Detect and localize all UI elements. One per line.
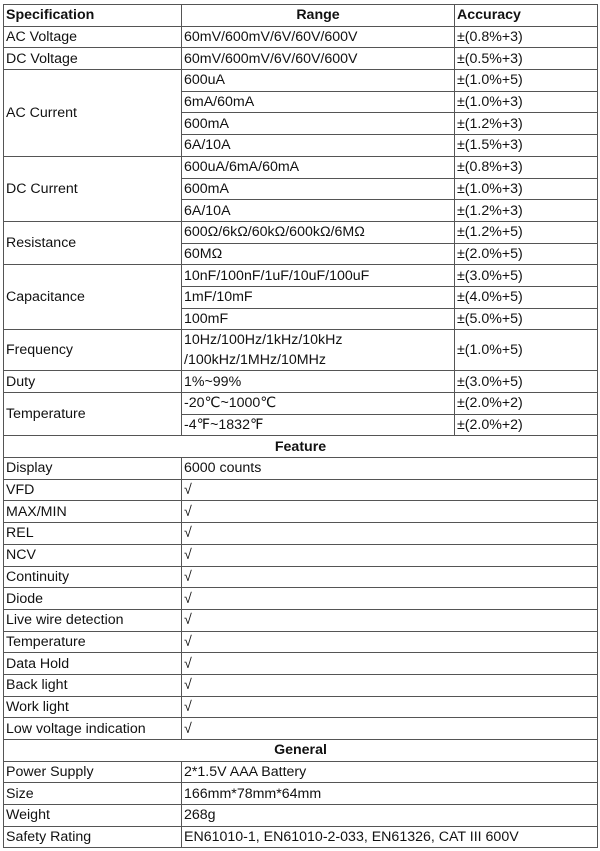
spec-row <box>4 330 598 371</box>
feature-row <box>4 501 598 523</box>
feature-value: √ <box>182 631 598 653</box>
spec-accuracy: ±(1.0%+5) <box>455 330 598 371</box>
spec-row <box>4 26 598 48</box>
spec-name: Duty <box>4 371 182 393</box>
spec-row <box>4 371 598 393</box>
feature-row <box>4 588 598 610</box>
feature-name: Low voltage indication <box>4 718 182 740</box>
feature-value: √ <box>182 544 598 566</box>
feature-name: REL <box>4 523 182 545</box>
spec-range: -20℃~1000℃ <box>182 393 455 415</box>
spec-range: 60mV/600mV/6V/60V/600V <box>182 48 455 70</box>
general-value: 268g <box>182 805 598 827</box>
feature-name: Live wire detection <box>4 609 182 631</box>
feature-row <box>4 609 598 631</box>
feature-row <box>4 718 598 740</box>
spec-accuracy: ±(3.0%+5) <box>455 371 598 393</box>
header-range: Range <box>182 5 455 27</box>
spec-table-body <box>4 5 598 848</box>
feature-name: Work light <box>4 696 182 718</box>
feature-name: Continuity <box>4 566 182 588</box>
general-row <box>4 805 598 827</box>
spec-name: Resistance <box>4 221 182 264</box>
feature-title-row <box>4 436 598 458</box>
spec-accuracy: ±(2.0%+2) <box>455 393 598 415</box>
spec-accuracy: ±(0.8%+3) <box>455 26 598 48</box>
feature-value: √ <box>182 588 598 610</box>
header-specification: Specification <box>4 5 182 27</box>
feature-name: Diode <box>4 588 182 610</box>
feature-value: √ <box>182 674 598 696</box>
feature-value: √ <box>182 609 598 631</box>
feature-row <box>4 523 598 545</box>
spec-accuracy: ±(3.0%+5) <box>455 265 598 287</box>
spec-name: DC Current <box>4 156 182 221</box>
spec-table <box>3 4 598 848</box>
feature-row <box>4 674 598 696</box>
feature-row <box>4 458 598 480</box>
spec-accuracy: ±(1.2%+3) <box>455 113 598 135</box>
feature-name: VFD <box>4 479 182 501</box>
general-name: Power Supply <box>4 761 182 783</box>
general-row <box>4 783 598 805</box>
spec-name: DC Voltage <box>4 48 182 70</box>
spec-accuracy: ±(2.0%+2) <box>455 414 598 436</box>
feature-row <box>4 566 598 588</box>
spec-accuracy: ±(1.0%+3) <box>455 91 598 113</box>
spec-row <box>4 221 598 243</box>
feature-value: 6000 counts <box>182 458 598 480</box>
spec-accuracy: ±(1.2%+5) <box>455 221 598 243</box>
feature-name: Display <box>4 458 182 480</box>
general-title: General <box>4 740 598 762</box>
spec-row <box>4 393 598 415</box>
general-value: 166mm*78mm*64mm <box>182 783 598 805</box>
spec-accuracy: ±(0.8%+3) <box>455 156 598 178</box>
feature-value: √ <box>182 718 598 740</box>
spec-range: 600mA <box>182 178 455 200</box>
spec-accuracy: ±(2.0%+5) <box>455 243 598 265</box>
spec-accuracy: ±(1.0%+5) <box>455 70 598 92</box>
feature-row <box>4 479 598 501</box>
spec-accuracy: ±(1.5%+3) <box>455 135 598 157</box>
spec-range: 6A/10A <box>182 200 455 222</box>
spec-name: Capacitance <box>4 265 182 330</box>
spec-range: 1%~99% <box>182 371 455 393</box>
general-row <box>4 826 598 848</box>
spec-accuracy: ±(1.0%+3) <box>455 178 598 200</box>
spec-accuracy: ±(4.0%+5) <box>455 286 598 308</box>
feature-value: √ <box>182 479 598 501</box>
spec-row <box>4 156 598 178</box>
general-name: Weight <box>4 805 182 827</box>
general-name: Safety Rating <box>4 826 182 848</box>
feature-row <box>4 653 598 675</box>
spec-range: 1mF/10mF <box>182 286 455 308</box>
spec-range: 6A/10A <box>182 135 455 157</box>
feature-name: Back light <box>4 674 182 696</box>
feature-name: Data Hold <box>4 653 182 675</box>
feature-row <box>4 696 598 718</box>
feature-value: √ <box>182 566 598 588</box>
spec-row <box>4 48 598 70</box>
spec-name: AC Current <box>4 70 182 157</box>
feature-name: MAX/MIN <box>4 501 182 523</box>
spec-range: 600uA/6mA/60mA <box>182 156 455 178</box>
spec-range: 600uA <box>182 70 455 92</box>
feature-name: Temperature <box>4 631 182 653</box>
spec-range: 100mF <box>182 308 455 330</box>
feature-row <box>4 544 598 566</box>
general-title-row <box>4 740 598 762</box>
spec-range: 60mV/600mV/6V/60V/600V <box>182 26 455 48</box>
feature-value: √ <box>182 696 598 718</box>
feature-row <box>4 631 598 653</box>
spec-accuracy: ±(0.5%+3) <box>455 48 598 70</box>
feature-title: Feature <box>4 436 598 458</box>
spec-range: -4℉~1832℉ <box>182 414 455 436</box>
header-accuracy: Accuracy <box>455 5 598 27</box>
spec-range: 600Ω/6kΩ/60kΩ/600kΩ/6MΩ <box>182 221 455 243</box>
spec-accuracy: ±(1.2%+3) <box>455 200 598 222</box>
feature-value: √ <box>182 653 598 675</box>
spec-accuracy: ±(5.0%+5) <box>455 308 598 330</box>
spec-name: Temperature <box>4 393 182 436</box>
spec-range: 60MΩ <box>182 243 455 265</box>
general-name: Size <box>4 783 182 805</box>
spec-range: 600mA <box>182 113 455 135</box>
spec-range: 6mA/60mA <box>182 91 455 113</box>
spec-name: Frequency <box>4 330 182 371</box>
general-value: EN61010-1, EN61010-2-033, EN61326, CAT III 600V <box>182 826 598 848</box>
feature-value: √ <box>182 501 598 523</box>
header-row <box>4 5 598 27</box>
spec-row <box>4 70 598 92</box>
spec-range: 10Hz/100Hz/1kHz/10kHz /100kHz/1MHz/10MHz <box>182 330 455 371</box>
spec-row <box>4 265 598 287</box>
general-row <box>4 761 598 783</box>
feature-value: √ <box>182 523 598 545</box>
feature-name: NCV <box>4 544 182 566</box>
spec-range: 10nF/100nF/1uF/10uF/100uF <box>182 265 455 287</box>
spec-name: AC Voltage <box>4 26 182 48</box>
general-value: 2*1.5V AAA Battery <box>182 761 598 783</box>
